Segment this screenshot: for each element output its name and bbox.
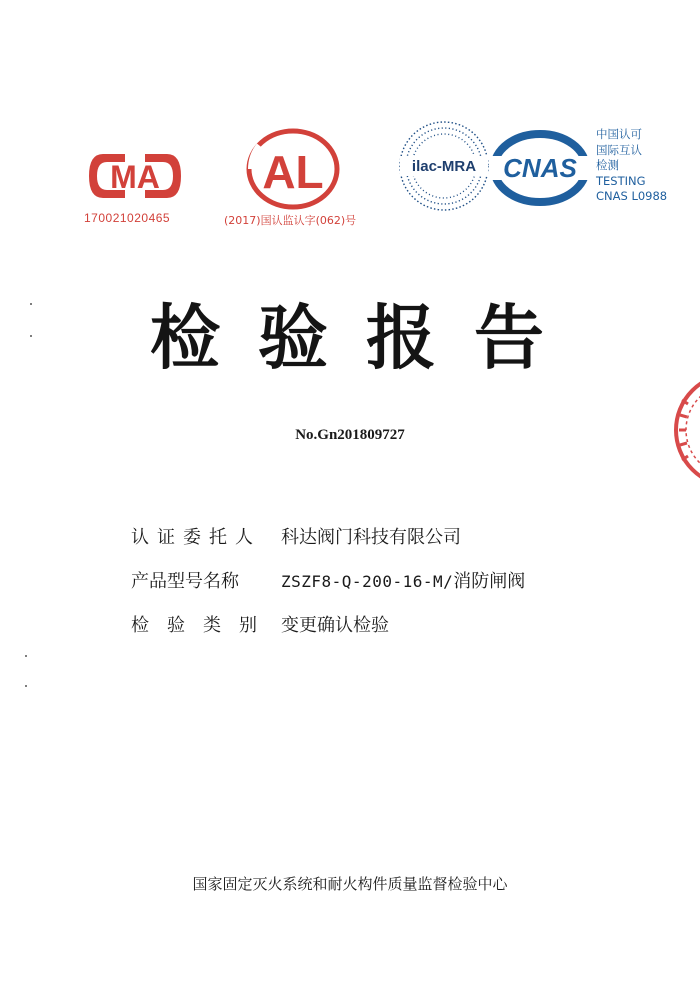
cnas-logo-text: CNAS bbox=[503, 153, 577, 183]
scan-speck bbox=[25, 685, 27, 687]
cnas-line: TESTING bbox=[596, 173, 646, 188]
product-name: 消防闸阀 bbox=[453, 571, 526, 592]
cnas-line: 中国认可 bbox=[596, 127, 642, 141]
info-value: 变更确认检验 bbox=[281, 615, 389, 636]
scan-speck bbox=[25, 655, 27, 657]
cal-code: (2017)国认监认字(062)号 bbox=[224, 214, 357, 227]
product-model: ZSZF8-Q-200-16-M/ bbox=[281, 572, 454, 591]
cnas-logo-icon bbox=[490, 130, 590, 206]
issuing-organization: 国家固定灭火系统和耐火构件质量监督检验中心 bbox=[192, 875, 508, 893]
info-label: 产品型号名称 bbox=[131, 571, 239, 592]
report-title: 检验报告 bbox=[150, 297, 582, 379]
info-value: 科达阀门科技有限公司 bbox=[281, 527, 461, 548]
seal-stamp-icon bbox=[670, 370, 700, 490]
cal-logo-text: AL bbox=[262, 146, 324, 198]
report-number: No.Gn201809727 bbox=[295, 427, 405, 443]
cnas-accreditation-text bbox=[596, 127, 667, 205]
cma-logo-icon bbox=[85, 150, 185, 202]
scan-speck bbox=[30, 303, 32, 305]
cnas-line: 国际互认 bbox=[596, 142, 642, 157]
cnas-line: CNAS L0988 bbox=[596, 189, 668, 203]
ilac-mra-logo-icon bbox=[398, 120, 490, 212]
scan-speck bbox=[30, 335, 32, 337]
info-label: 认证委托人 bbox=[131, 527, 261, 548]
info-label: 检验类别 bbox=[131, 615, 275, 636]
info-value bbox=[281, 567, 525, 593]
cal-logo-icon bbox=[246, 128, 340, 210]
cma-code: 170021020465 bbox=[84, 211, 171, 225]
ilac-logo-text: ilac-MRA bbox=[411, 158, 477, 175]
cnas-line: 检测 bbox=[596, 158, 619, 172]
cma-logo-text: MA bbox=[110, 159, 160, 195]
